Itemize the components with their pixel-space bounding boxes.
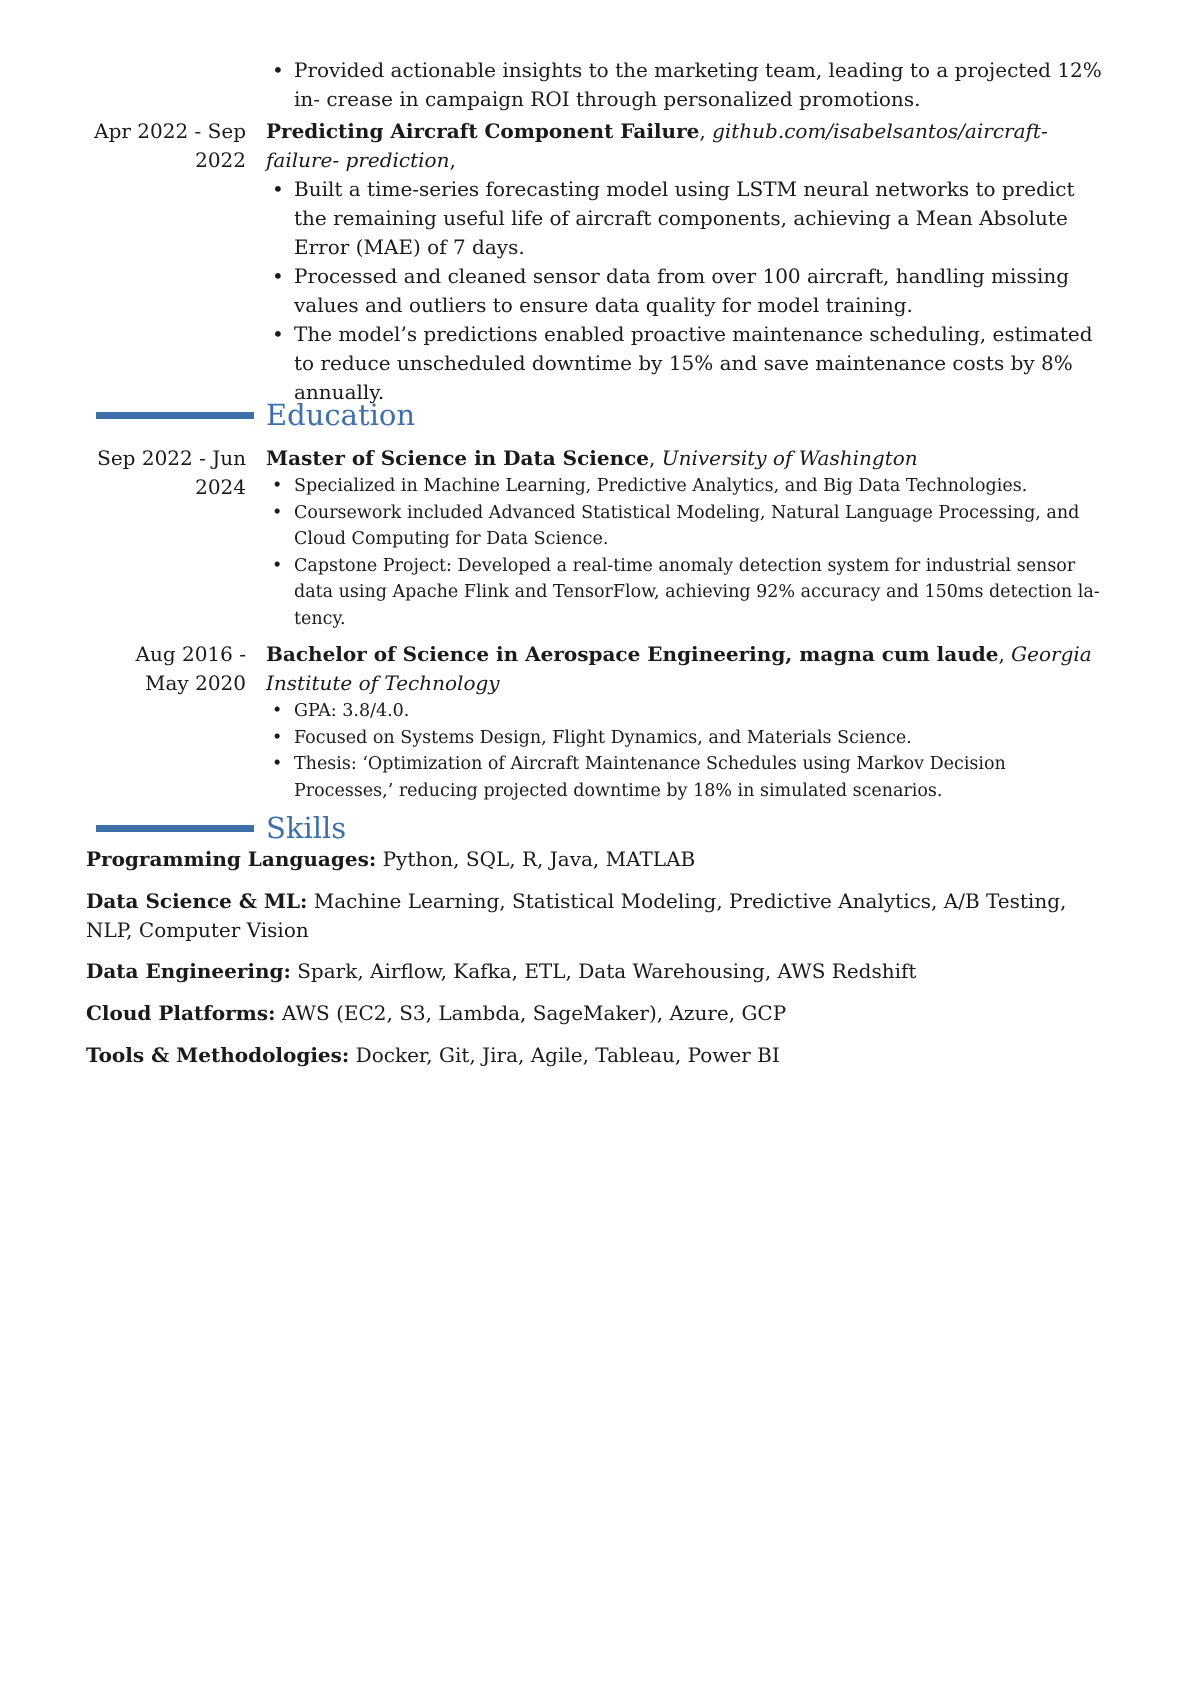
skill-label: Cloud Platforms: [86, 1001, 276, 1025]
list-item: • Thesis: ‘Optimization of Aircraft Maintenance Schedules using Markov Decision Processes,’ reducing projected downtime by 18% in simulated scenarios. [266, 751, 1102, 804]
education-entry: Bachelor of Science in Aerospace Engineering, magna cum laude, Georgia Institute of Technology • GPA: 3.8/4.0. • Focused on Systems Design, Flight Dynamics, and Materials Science. • Thesis: ‘Optimization of Aircraft Maintenance Schedules using Markov Decision Processes,’ reducing projected downtime by 18% in simulated scenarios. [266, 640, 1102, 804]
school-name: University of Washington [661, 446, 918, 470]
skill-label: Programming Languages: [86, 847, 377, 871]
skill-row [86, 999, 1116, 1028]
skill-row [86, 1041, 1116, 1070]
skill-label: Data Science & ML: [86, 889, 308, 913]
degree-title: Master of Science in Data Science [266, 446, 650, 470]
skill-label: Tools & Methodologies: [86, 1043, 350, 1067]
project-link[interactable]: github.com/isabelsantos/aircraft-failure- prediction [266, 119, 1048, 172]
list-item: • Processed and cleaned sensor data from over 100 aircraft, handling missing values and outliers to ensure data quality for model training. [266, 262, 1102, 320]
skill-value: Spark, Airflow, Kafka, ETL, Data Warehousing, AWS Redshift [297, 959, 917, 983]
skills-heading: Skills [266, 811, 347, 845]
education-heading: Education [266, 398, 416, 432]
skill-value: Python, SQL, R, Java, MATLAB [382, 847, 696, 871]
list-item: • Provided actionable insights to the marketing team, leading to a projected 12% in- crease in campaign ROI through personalized promotions. [266, 56, 1102, 114]
list-item: • Coursework included Advanced Statistical Modeling, Natural Language Processing, and Cloud Computing for Data Science. [266, 500, 1102, 553]
project-date: Apr 2022 - Sep 2022 [94, 119, 246, 172]
education-entry: Master of Science in Data Science, University of Washington • Specialized in Machine Learning, Predictive Analytics, and Big Data Technologies. • Coursework included Advanced Statistical Modeling, Natural Language Processing, and Cloud Computing for Data Science. • Capstone Project: Developed a real-time anomaly detection system for industrial sensor data using Apache Flink and TensorFlow, achieving 92% accuracy and 150ms detection la- tency. [266, 444, 1102, 632]
skill-label: Data Engineering: [86, 959, 291, 983]
education-date: Aug 2016 - May 2020 [135, 642, 246, 695]
skills-heading-bar [96, 825, 254, 832]
school-name: Georgia Institute of Technology [266, 642, 1092, 695]
project-entry: Predicting Aircraft Component Failure, github.com/isabelsantos/aircraft-failure- prediction, • Built a time-series forecasting model using LSTM neural networks to predict the remaining useful life of aircraft components, achieving a Mean Absolute Error (MAE) of 7 days. • Processed and cleaned sensor data from over 100 aircraft, handling missing values and outliers to ensure data quality for model training. • The model’s predictions enabled proactive maintenance scheduling, estimated to reduce unscheduled downtime by 15% and save maintenance costs by 8% annually. [266, 117, 1102, 407]
skill-row [86, 887, 1116, 945]
list-item: • Built a time-series forecasting model using LSTM neural networks to predict the remaining useful life of aircraft components, achieving a Mean Absolute Error (MAE) of 7 days. [266, 175, 1102, 262]
skill-row [86, 957, 1116, 986]
list-item: • The model’s predictions enabled proactive maintenance scheduling, estimated to reduce unscheduled downtime by 15% and save maintenance costs by 8% annually. [266, 320, 1102, 407]
skill-row [86, 845, 1116, 874]
skill-value: Machine Learning, Statistical Modeling, Predictive Analytics, A/B Testing, NLP, Computer Vision [86, 889, 1067, 942]
list-item: • GPA: 3.8/4.0. [266, 698, 1102, 725]
education-heading-bar [96, 412, 254, 419]
degree-title: Bachelor of Science in Aerospace Engineering, magna cum laude [266, 642, 999, 666]
skill-value: AWS (EC2, S3, Lambda, SageMaker), Azure, GCP [281, 1001, 787, 1025]
project-title: Predicting Aircraft Component Failure [266, 119, 700, 143]
skill-value: Docker, Git, Jira, Agile, Tableau, Power BI [355, 1043, 780, 1067]
education-date: Sep 2022 - Jun 2024 [97, 446, 246, 499]
list-item: • Capstone Project: Developed a real-time anomaly detection system for industrial sensor data using Apache Flink and TensorFlow, achieving 92% accuracy and 150ms detection la- tency. [266, 553, 1102, 633]
list-item: • Specialized in Machine Learning, Predictive Analytics, and Big Data Technologies. [266, 473, 1102, 500]
experience-continuation [266, 56, 1102, 114]
list-item: • Focused on Systems Design, Flight Dynamics, and Materials Science. [266, 725, 1102, 752]
